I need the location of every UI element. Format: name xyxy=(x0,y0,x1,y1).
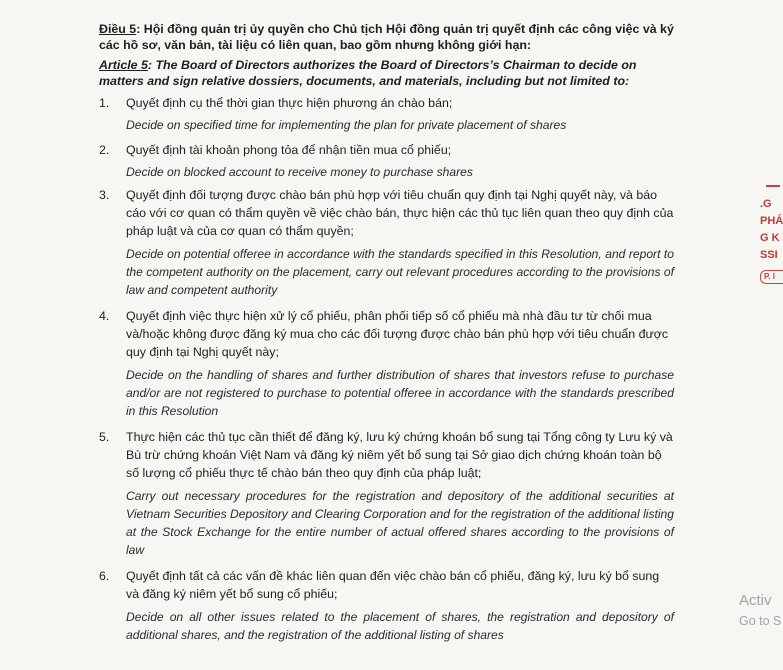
item-text-vi: Quyết định cụ thể thời gian thực hiện phương án chào bán; xyxy=(126,96,453,110)
article-label-vi: Điều 5 xyxy=(99,22,137,36)
article-heading-vi xyxy=(99,21,679,53)
stamp-ring: P. I xyxy=(760,270,783,284)
item-text-vi: Quyết định việc thực hiện xử lý cổ phiếu, phân phối tiếp số cổ phiếu mà nhà đầu tư từ chối mua và/hoặc không được đăng ký mua cho các đối tượng được chào bán phù hợp với tiêu chuẩn được quy định tại Nghị quyết này; xyxy=(126,309,669,359)
item-number: 2. xyxy=(99,143,110,157)
watermark-subtitle: Go to S xyxy=(739,614,782,628)
item-text-en: Decide on potential offeree in accordance with the standards specified in this Resolution, and report to the competent authority on the placement, carry out relevant procedures according to the provisions of law and competent authority xyxy=(126,247,674,297)
item-number: 5. xyxy=(99,430,110,444)
item-number: 4. xyxy=(99,309,110,323)
item-text-en: Decide on all other issues related to the placement of shares, the registration and depository of additional shares, and the registration of the additional listing of shares xyxy=(126,610,674,642)
item-number: 1. xyxy=(99,96,110,110)
item-number: 6. xyxy=(99,569,110,583)
watermark-title: Activ xyxy=(739,592,772,609)
item-number: 3. xyxy=(99,188,110,202)
article-text-vi: : Hội đồng quản trị ủy quyền cho Chủ tịch Hội đồng quản trị quyết định các công việc và ký các hồ sơ, văn bản, tài liệu có liên quan, bao gồm nhưng không giới hạn: xyxy=(99,22,674,52)
article-text-en: : The Board of Directors authorizes the Board of Directors’s Chairman to decide on matters and sign relative dossiers, documents, and materials, including but not limited to: xyxy=(99,58,637,88)
item-text-en: Decide on specified time for implementing the plan for private placement of shares xyxy=(126,118,567,132)
stamp-text-line: .G xyxy=(760,198,772,210)
company-stamp xyxy=(760,185,783,325)
stamp-text-line: G K xyxy=(760,232,780,244)
stamp-text-line: SSI xyxy=(760,249,778,261)
stamp-text-line: PHÁ xyxy=(760,215,783,227)
stamp-mark xyxy=(766,185,780,187)
article-heading-en xyxy=(99,57,679,89)
item-text-vi: Quyết định tất cả các vấn đề khác liên quan đến việc chào bán cổ phiếu, đăng ký, lưu ký bổ sung và đăng ký niêm yết bổ sung cổ phiếu; xyxy=(126,569,660,601)
item-text-en: Decide on blocked account to receive money to purchase shares xyxy=(126,165,473,179)
item-text-en: Carry out necessary procedures for the registration and depository of the additional securities at Vietnam Securities Depository and Clearing Corporation and for the registration of the additional listing at the Stock Exchange for the entire number of actual offered shares according to the provisions of law xyxy=(126,489,674,557)
item-text-en: Decide on the handling of shares and further distribution of shares that investors refuse to purchase and/or are not registered to purchase to potential offeree in accordance with the standards prescribed in this Resolution xyxy=(126,368,674,418)
item-text-vi: Quyết định tài khoản phong tỏa để nhận tiền mua cổ phiếu; xyxy=(126,143,452,157)
activation-watermark xyxy=(739,592,781,629)
item-text-vi: Quyết định đối tượng được chào bán phù hợp với tiêu chuẩn quy định tại Nghị quyết này, và báo cáo với cơ quan có thẩm quyền về việc chào bán, thực hiện các thủ tục liên quan theo quy định của pháp luật và của cơ quan có thẩm quyền; xyxy=(126,188,674,238)
article-label-en: Article 5 xyxy=(99,58,148,72)
item-text-vi: Thực hiện các thủ tục cần thiết để đăng ký, lưu ký chứng khoán bổ sung tại Tổng công ty Lưu ký và Bù trừ chứng khoán Việt Nam và đăng ký niêm yết bổ sung tại Sở giao dịch chứng khoán toàn bộ số lượng cổ phiếu thực tế chào bán theo quy định của pháp luật; xyxy=(126,430,673,480)
